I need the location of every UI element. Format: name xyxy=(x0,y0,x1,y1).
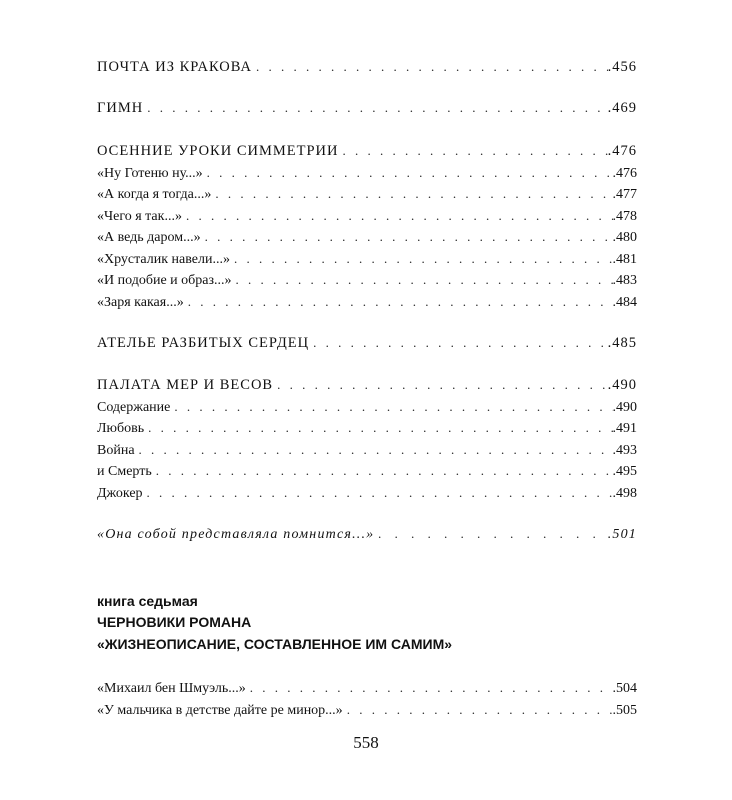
entry-title: «Хрусталик навели...» xyxy=(97,252,230,267)
toc-entry xyxy=(97,229,637,246)
toc-entry-section xyxy=(97,59,637,76)
dot-leader xyxy=(188,294,613,310)
toc-entry xyxy=(97,251,637,268)
toc-entry xyxy=(97,420,637,437)
entry-page: .491 xyxy=(612,421,637,436)
entry-title: «И подобие и образ...» xyxy=(97,273,232,288)
toc-entry xyxy=(97,463,637,480)
toc-entry xyxy=(97,680,637,697)
toc-entry-section xyxy=(97,143,637,160)
dot-leader xyxy=(234,251,613,267)
toc-entry xyxy=(97,485,637,502)
dot-leader xyxy=(378,526,607,542)
entry-title: «Ну Готеню ну...» xyxy=(97,166,203,181)
entry-title: ОСЕННИЕ УРОКИ СИММЕТРИИ xyxy=(97,143,339,159)
dot-leader xyxy=(347,702,613,718)
entry-page: .469 xyxy=(607,100,637,116)
entry-page: .476 xyxy=(607,143,637,159)
dot-leader xyxy=(207,165,613,181)
entry-page: .498 xyxy=(612,486,637,501)
entry-title: ПОЧТА ИЗ КРАКОВА xyxy=(97,59,252,75)
dot-leader xyxy=(147,485,613,501)
toc-entry-section xyxy=(97,100,637,117)
dot-leader xyxy=(215,186,612,202)
entry-page: .490 xyxy=(607,377,637,393)
entry-title: Джокер xyxy=(97,486,143,501)
entry-page: .456 xyxy=(607,59,637,75)
page-number: 558 xyxy=(353,733,379,752)
dot-leader xyxy=(236,272,613,288)
dot-leader xyxy=(139,442,613,458)
entry-page: .484 xyxy=(612,295,637,310)
entry-page: .501 xyxy=(607,527,637,542)
entry-page: .495 xyxy=(612,464,637,479)
entry-title: Содержание xyxy=(97,400,171,415)
entry-page: .504 xyxy=(612,681,637,696)
toc-entry xyxy=(97,165,637,182)
dot-leader xyxy=(174,399,612,415)
entry-title: «А когда я тогда...» xyxy=(97,187,212,202)
entry-title: «Чего я так...» xyxy=(97,209,182,224)
toc-entry xyxy=(97,399,637,416)
entry-title: ГИМН xyxy=(97,100,144,116)
toc-entry xyxy=(97,702,637,719)
dot-leader xyxy=(156,463,613,479)
dot-leader xyxy=(313,335,608,351)
book-title-quote: «ЖИЗНЕОПИСАНИЕ, СОСТАВЛЕННОЕ ИМ САМИМ» xyxy=(97,636,453,652)
entry-page: .478 xyxy=(612,209,637,224)
entry-page: .481 xyxy=(612,252,637,267)
dot-leader xyxy=(186,208,613,224)
entry-title: АТЕЛЬЕ РАЗБИТЫХ СЕРДЕЦ xyxy=(97,335,310,351)
toc-entry-section xyxy=(97,335,637,352)
dot-leader xyxy=(148,420,612,436)
book-title: ЧЕРНОВИКИ РОМАНА xyxy=(97,614,252,630)
entry-page: .476 xyxy=(612,166,637,181)
entry-title: «Заря какая...» xyxy=(97,295,184,310)
toc-entry-epigraph xyxy=(97,526,637,543)
toc-entry xyxy=(97,442,637,459)
toc-entry xyxy=(97,272,637,289)
toc-entry xyxy=(97,208,637,225)
entry-title: ПАЛАТА МЕР И ВЕСОВ xyxy=(97,377,274,393)
entry-title: «Михаил бен Шмуэль...» xyxy=(97,681,246,696)
dot-leader xyxy=(205,229,613,245)
toc-entry xyxy=(97,294,637,311)
entry-title: «Она собой представляла помнится...» xyxy=(97,527,375,542)
entry-title: Война xyxy=(97,443,135,458)
entry-title: Любовь xyxy=(97,421,145,436)
toc-entry-section xyxy=(97,377,637,394)
dot-leader xyxy=(277,377,608,393)
dot-leader xyxy=(342,143,607,159)
entry-page: .480 xyxy=(612,230,637,245)
dot-leader xyxy=(250,680,613,696)
entry-page: .483 xyxy=(612,273,637,288)
entry-page: .477 xyxy=(612,187,637,202)
entry-page: .490 xyxy=(612,400,637,415)
entry-page: .493 xyxy=(612,443,637,458)
entry-title: и Смерть xyxy=(97,464,152,479)
book-subtitle: книга седьмая xyxy=(97,593,198,609)
entry-page: .485 xyxy=(607,335,637,351)
toc-entry xyxy=(97,186,637,203)
dot-leader xyxy=(256,59,608,75)
entry-page: .505 xyxy=(612,703,637,718)
dot-leader xyxy=(147,100,607,116)
entry-title: «А ведь даром...» xyxy=(97,230,201,245)
entry-title: «У мальчика в детстве дайте ре минор...» xyxy=(97,703,343,718)
